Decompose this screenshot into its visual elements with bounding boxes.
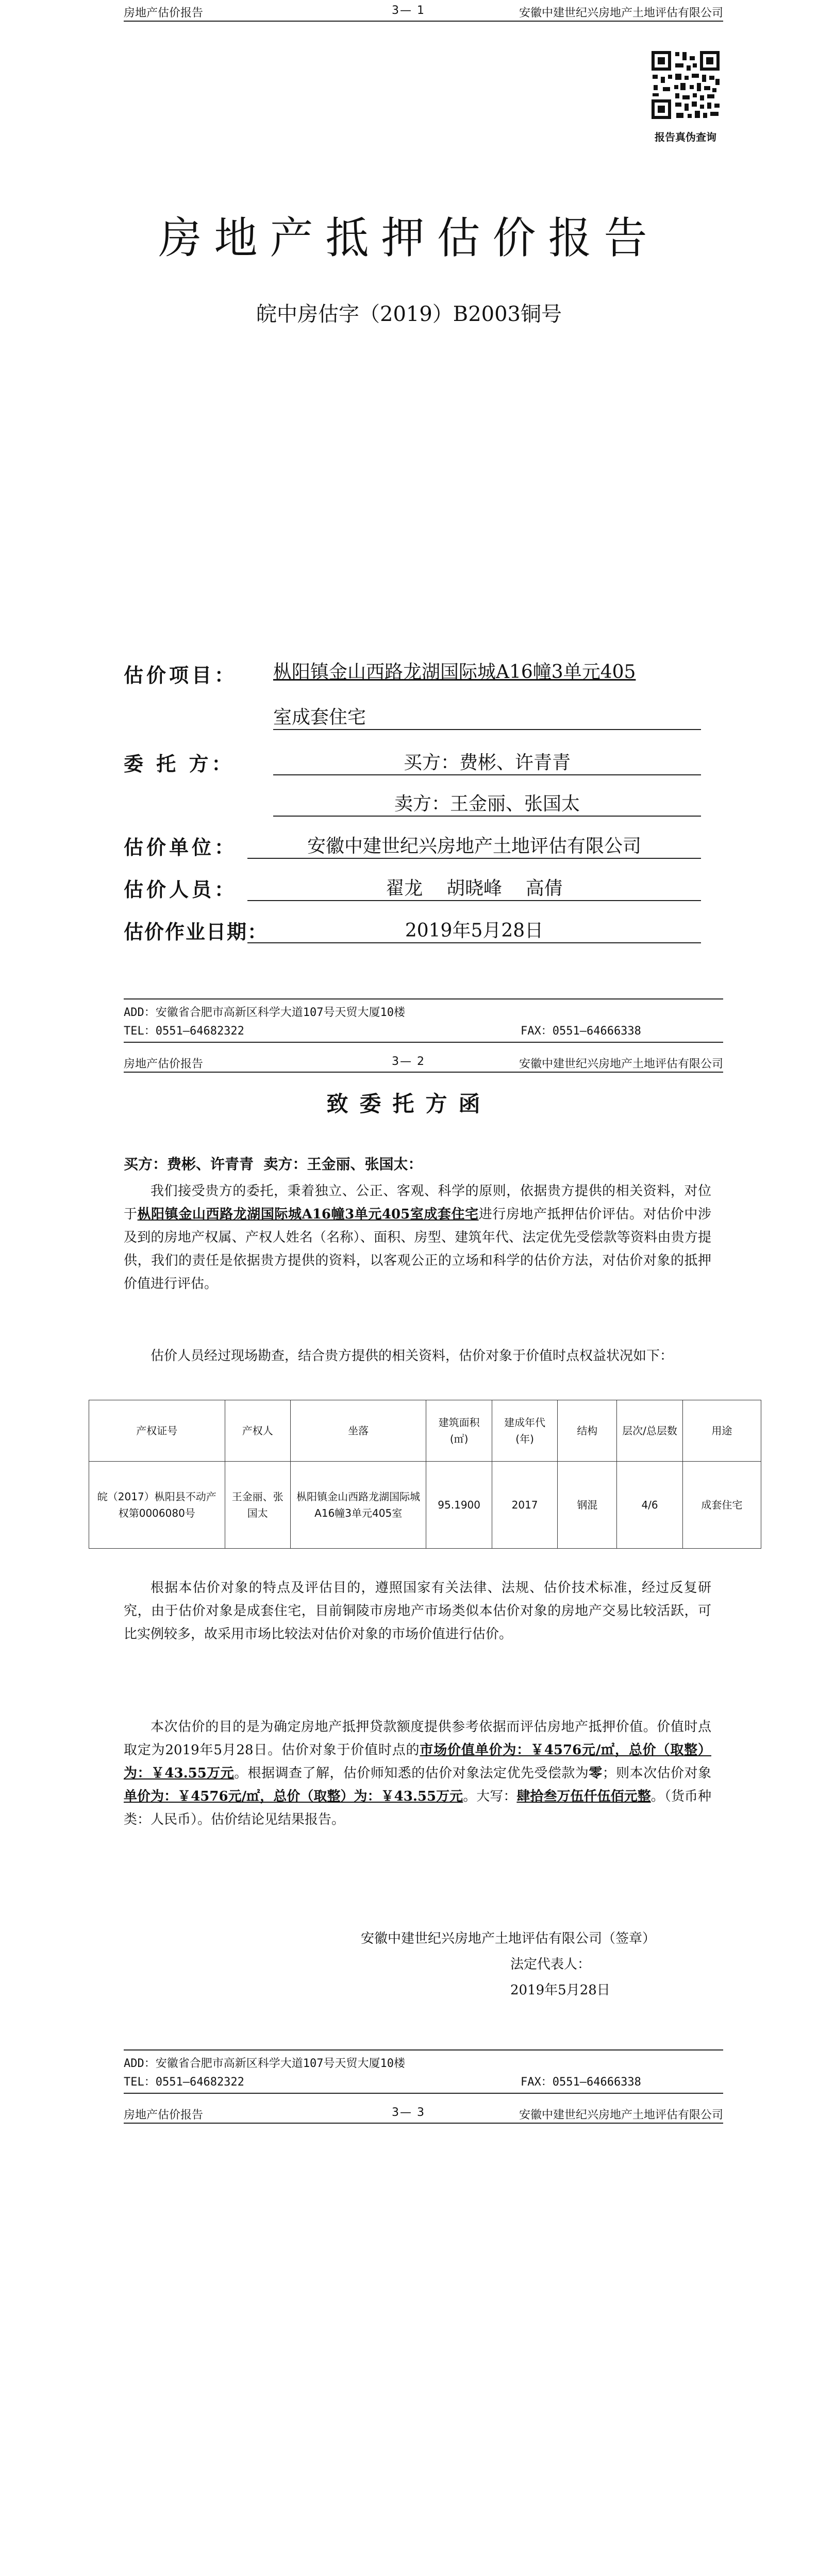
p4-amount-words: 肆拾叁万伍仟伍佰元整: [516, 1789, 651, 1804]
project-label: 估价项目：: [124, 664, 238, 687]
valuation-date-label: 估价作业日期：: [124, 920, 269, 943]
property-info-table: [89, 1400, 761, 1549]
table-cell: 成套住宅: [682, 1462, 761, 1549]
valuer-staff-label: 估价人员：: [124, 878, 238, 901]
table-row: [89, 1462, 761, 1549]
table-cell: 2017: [492, 1462, 557, 1549]
p4-text-g: 。大写：: [463, 1789, 517, 1804]
p1-property: 枞阳镇金山西路龙湖国际城A16幢3单元405室成套住宅: [137, 1207, 479, 1222]
valuer-staff-value: 翟龙 胡晓峰 高倩: [247, 874, 701, 901]
qr-caption: 报告真伪查询: [655, 131, 716, 143]
letter-paragraph-1: [124, 1180, 711, 1296]
table-cell: 王金丽、张国太: [225, 1462, 290, 1549]
footer-tel: TEL：0551—64682322: [124, 2076, 244, 2089]
qr-code-icon: [649, 49, 722, 121]
header-page-number: 3— 2: [392, 1055, 425, 1068]
p4-market-value: 市场价值单价为：￥4576元/㎡，总价（取整）为：￥43.55万元: [124, 1742, 711, 1781]
table-header-cell: 产权证号: [89, 1400, 225, 1462]
table-header-cell: 结构: [558, 1400, 617, 1462]
p4-priority-amount: 零: [589, 1766, 603, 1781]
footer-address: ADD：安徽省合肥市高新区科学大道107号天贸大厦10楼: [124, 2057, 405, 2070]
page-header-1: [124, 0, 723, 22]
table-header-cell: 层次/总层数: [617, 1400, 682, 1462]
header-page-number: 3— 3: [392, 2106, 425, 2119]
valuation-date-value: 2019年5月28日: [247, 916, 701, 943]
seller-value: 卖方：王金丽、张国太: [273, 789, 701, 817]
footer-address: ADD：安徽省合肥市高新区科学大道107号天贸大厦10楼: [124, 1006, 405, 1019]
p4-text-c: 。根据调查了解，估价师知悉的估价对象法定优先受偿款为: [234, 1766, 589, 1781]
table-cell: 钢混: [558, 1462, 617, 1549]
letter-salutation: 买方：费彬、许青青 卖方：王金丽、张国太：: [124, 1156, 423, 1173]
page-header-3: [124, 2102, 723, 2124]
table-header-cell: 建筑面积(㎡): [426, 1400, 492, 1462]
letter-paragraph-2: 估价人员经过现场勘查，结合贵方提供的相关资料，估价对象于价值时点权益状况如下：: [151, 1348, 674, 1364]
table-cell: 皖（2017）枞阳县不动产权第0006080号: [89, 1462, 225, 1549]
footer-fax: FAX：0551—64666338: [521, 2076, 641, 2089]
table-header-cell: 产权人: [225, 1400, 290, 1462]
p1-text-a: 我们接受贵方的委托，秉着独立、公正、客观、科学的原则，依据贵方提供的相关资料，对位于: [124, 1183, 711, 1222]
p4-text-e: ；则本次估价对象: [602, 1766, 711, 1781]
header-company: 安徽中建世纪兴房地产土地评估有限公司: [519, 2109, 723, 2122]
p4-text-i: 。（货币种类：人民币）。估价结论见结果报告。: [124, 1789, 711, 1827]
page-header-2: [124, 1051, 723, 1073]
header-left: 房地产估价报告: [124, 1058, 204, 1071]
report-title: 房地产抵押估价报告: [158, 213, 660, 263]
footer-tel: TEL：0551—64682322: [124, 1025, 244, 1038]
footer-fax: FAX：0551—64666338: [521, 1025, 641, 1038]
header-company: 安徽中建世纪兴房地产土地评估有限公司: [519, 1058, 723, 1071]
p4-text-a: 本次估价的目的是为确定房地产抵押贷款额度提供参考依据而评估房地产抵押价值。价值时点取定为2019年5月28日。估价对象于价值时点的: [124, 1719, 711, 1758]
buyer-value: 买方：费彬、许青青: [273, 748, 701, 775]
table-cell: 4/6: [617, 1462, 682, 1549]
table-header-cell: 坐落: [290, 1400, 426, 1462]
letter-paragraph-4: [124, 1716, 711, 1832]
table-header-cell: 建成年代(年): [492, 1400, 557, 1462]
report-number: 皖中房估字（2019）B2003铜号: [256, 302, 562, 326]
signature-company: 安徽中建世纪兴房地产土地评估有限公司（签章）: [361, 1931, 656, 1946]
client-label: 委 托 方：: [124, 752, 235, 775]
header-page-number: 3— 1: [392, 4, 425, 17]
p1-text-c: 进行房地产抵押估价评估。对估价中涉及到的房地产权属、产权人姓名（名称）、面积、房型、建筑年代、法定优先受偿款等资料由贵方提供，我们的责任是依据贵方提供的资料，以客观公正的立场和科学的估价方法，对估价对象的抵押价值进行评估。: [124, 1207, 711, 1292]
letter-paragraph-3: 根据本估价对象的特点及评估目的，遵照国家有关法律、法规、估价技术标准，经过反复研究，由于估价对象是成套住宅，目前铜陵市房地产市场类似本估价对象的房地产交易比较活跃，可比实例较多，故采用市场比较法对估价对象的市场价值进行估价。: [124, 1580, 711, 1642]
table-header-row: [89, 1400, 761, 1462]
valuer-org-value: 安徽中建世纪兴房地产土地评估有限公司: [247, 832, 701, 859]
table-header-cell: 用途: [682, 1400, 761, 1462]
header-company: 安徽中建世纪兴房地产土地评估有限公司: [519, 7, 723, 20]
signature-representative: 法定代表人：: [510, 1957, 591, 1972]
table-cell: 95.1900: [426, 1462, 492, 1549]
header-left: 房地产估价报告: [124, 2109, 204, 2122]
p4-mortgage-value: 单价为：￥4576元/㎡，总价（取整）为：￥43.55万元: [124, 1789, 463, 1804]
letter-title: 致委托方函: [326, 1091, 492, 1116]
signature-date: 2019年5月28日: [510, 1982, 610, 1998]
project-value-line2: 室成套住宅: [273, 703, 701, 730]
table-cell: 枞阳镇金山西路龙湖国际城A16幢3单元405室: [290, 1462, 426, 1549]
project-value-line1: 枞阳镇金山西路龙湖国际城A16幢3单元405: [273, 662, 636, 683]
header-left: 房地产估价报告: [124, 7, 204, 20]
valuer-org-label: 估价单位：: [124, 836, 238, 859]
